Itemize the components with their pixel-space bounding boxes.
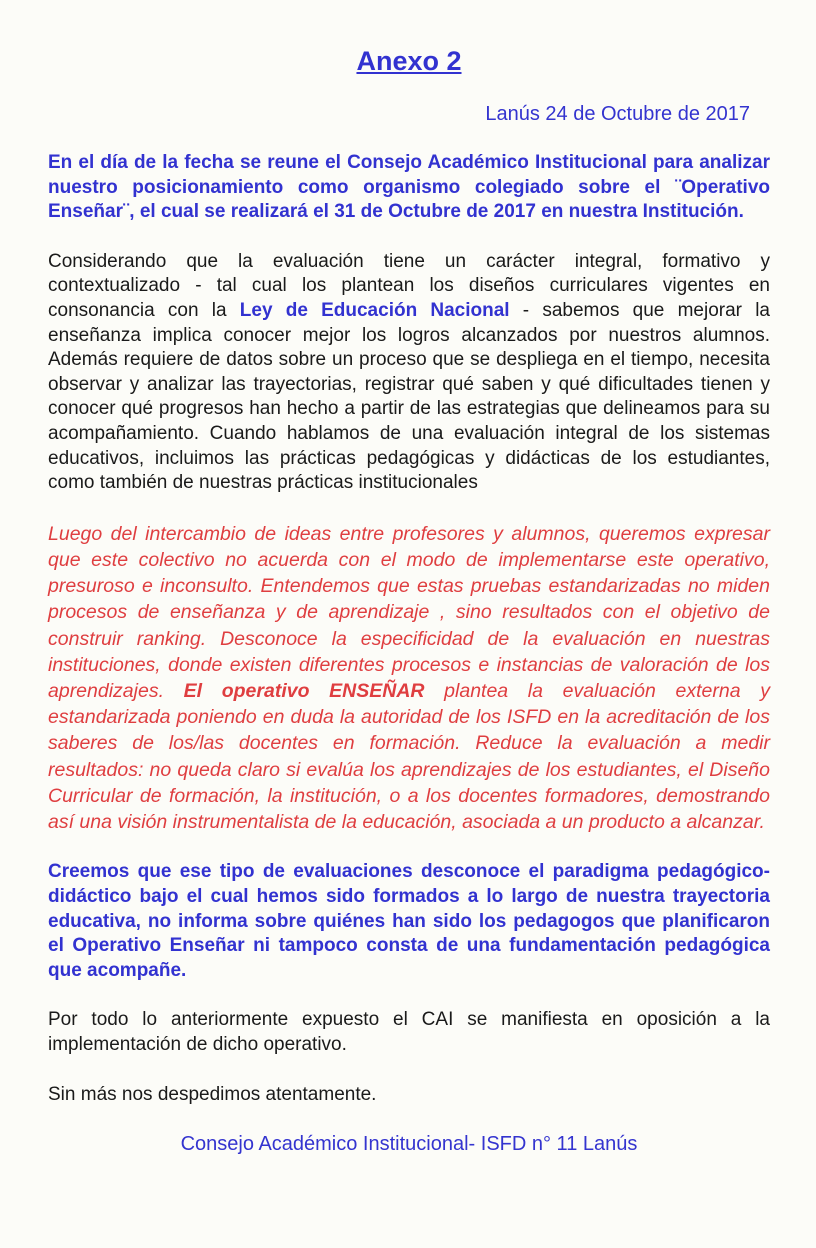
operativo-ensenar-highlight: El operativo ENSEÑAR [183,680,425,703]
page-title [48,46,770,77]
paragraph-despedida: Sin más nos despedimos atentamente. [48,1083,377,1105]
paragraph-considerando [48,250,770,496]
luego-segment-1: Luego del intercambio de ideas entre profesores y alumnos, queremos expresar que este colectivo no acuerda con el modo de implementarse este operativo, presuroso e inconsulto. Entendemos que estas pruebas estandarizadas no miden procesos de enseñanza y de aprendizaje , sino resultados con el objetivo de construir ranking. Desconoce la especificidad de la evaluación en nuestras instituciones, donde existen diferentes procesos e instancias de valoración de los aprendizajes. [48,522,770,703]
ley-educacion-nacional-highlight: Ley de Educación Nacional [239,299,510,321]
paragraph-creemos: Creemos que ese tipo de evaluaciones desconoce el paradigma pedagógico-didáctico bajo el cual hemos sido formados a lo largo de nuestra trayectoria educativa, no informa sobre quiénes han sido los pedagogos que planificaron el Operativo Enseñar ni tampoco consta de una fundamentación pedagógica que acompañe. [48,861,770,981]
paragraph-por-todo: Por todo lo anteriormente expuesto el CAI se manifiesta en oposición a la implementación de dicho operativo. [48,1009,770,1055]
considerando-segment-2: - sabemos que mejorar la enseñanza implica conocer mejor los logros alcanzados por nuestros alumnos. Además requiere de datos sobre un proceso que se despliega en el tiempo, necesita observar y analizar las trayectorias, registrar qué saben y qué dificultades tienen y conocer qué progresos han hecho a partir de las estrategias que delineamos para su acompañamiento. Cuando hablamos de una evaluación integral de los sistemas educativos, incluimos las prácticas pedagógicas y didácticas de los estudiantes, como también de nuestras prácticas institucionales [48,299,770,494]
page-title-text: Anexo 2 [356,46,462,76]
considerando-segment-1: Considerando que la evaluación tiene un carácter integral, formativo y contextualizado - tal cual los plantean los diseños curriculares vigentes en consonancia con la [48,250,770,321]
signature-line: Consejo Académico Institucional- ISFD n° 11 Lanús [180,1133,638,1156]
date-line: Lanús 24 de Octubre de 2017 [485,103,750,125]
paragraph-luego-del-intercambio [48,521,770,836]
luego-segment-2: plantea la evaluación externa y estandarizada poniendo en duda la autoridad de los ISFD en la acreditación de los saberes de los/las docentes en formación. Reduce la evaluación a medir resultados: no queda claro si evalúa los aprendizajes de los estudiantes, el Diseño Curricular de formación, la institución, o a los docentes formadores, demostrando así una visión instrumentalista de la educación, asociada a un producto a alcanzar. [48,680,770,834]
paragraph-opening: En el día de la fecha se reune el Consejo Académico Institucional para analizar nuestro posicionamiento como organismo colegiado sobre el ¨Operativo Enseñar¨, el cual se realizará el 31 de Octubre de 2017 en nuestra Institución. [48,152,770,223]
